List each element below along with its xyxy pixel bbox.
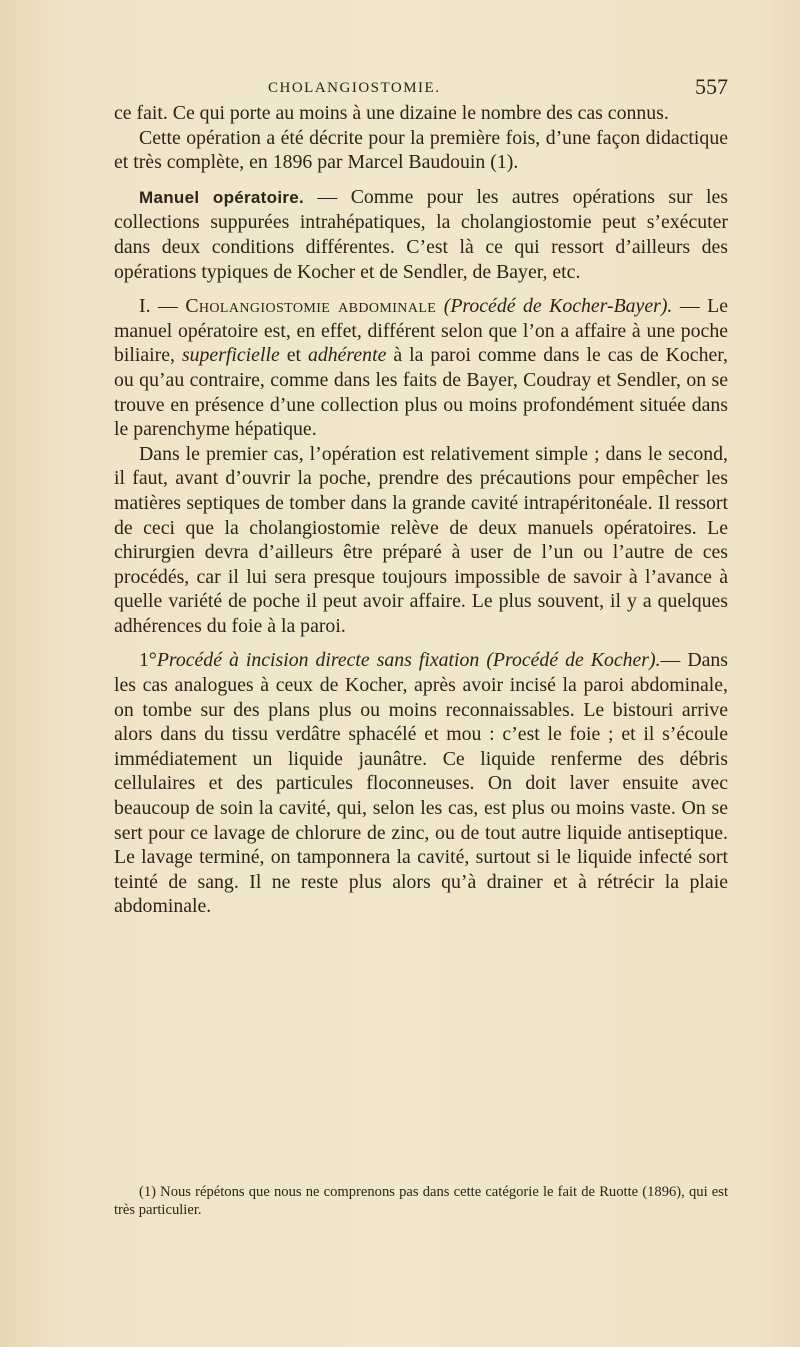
paragraph-3-text: — Comme pour les autres opérations sur les collections suppurées intrahépatiques, la cholangiostomie peut s’exécuter dans deux conditions différentes. C’est là ce qui ressort d’ailleurs des opérations typiques de Kocher et de Sendler, de Bayer, etc. — [114, 185, 729, 283]
subsection-title: Procédé à incision directe sans fixation — [156, 649, 480, 672]
paragraph-1: ce fait. Ce qui porte au moins à une dizaine le nombre des cas connus. — [114, 102, 669, 124]
paragraph-manuel-operatoire — [114, 185, 728, 284]
subsection-number: 1° — [139, 649, 157, 672]
subsection-procede: (Procédé de Kocher). — [486, 649, 661, 672]
section-procede: (Procédé de Kocher-Bayer). — [443, 295, 673, 318]
section-heading: Cholangiostomie abdominale — [185, 295, 437, 318]
paragraph-4-b: à la paroi comme dans le cas de Kocher, ou qu’au contraire, comme dans les faits de Bayer, Coudray et Sendler, on se trouve en présence d’une collection plus ou moins profondément située dans le parenchyme hépatique. — [114, 344, 728, 441]
page-number: 557 — [695, 74, 728, 99]
paragraph-4-a: — Le manuel opératoire est, en effet, différent selon que l’on a affaire à une poche biliaire, — [114, 295, 728, 367]
paragraph-2: Cette opération a été décrite pour la première fois, d’une façon didactique et très complète, en 1896 par Marcel Baudouin (1). — [114, 126, 728, 174]
section-title-manuel: Manuel opératoire. — [139, 187, 305, 207]
conj-et: et — [279, 344, 308, 367]
body-text — [114, 101, 728, 919]
running-title: CHOLANGIOSTOMIE. — [268, 80, 441, 96]
footnote: (1) Nous répétons que nous ne comprenons pas dans cette catégorie le fait de Ruotte (1896), qui est très particulier. — [114, 1184, 728, 1218]
paragraph-procede-kocher — [114, 648, 728, 919]
term-superficielle: superficielle — [181, 344, 280, 367]
term-adherente: adhérente — [307, 344, 387, 367]
paragraph-6-text: — Dans les cas analogues à ceux de Kocher, après avoir incisé la paroi abdominale, on tombe sur des plans plus ou moins reconnaissables. Le bistouri arrive alors dans du tissu verdâtre sphacélé et mou : c’est le foie ; et il s’écoule immédiatement un liquide jaunâtre. Ce liquide renferme des débris cellulaires et des particules floconneuses. On doit laver ensuite avec beaucoup de soin la cavité, qui, selon les cas, est plus ou moins vaste. On se sert pour ce lavage de chlorure de zinc, ou de tout autre liquide antiseptique. Le lavage terminé, on tamponnera la cavité, surtout si le liquide infecté sort teinté de sang. Il ne reste plus alors qu’à drainer et à rétrécir la plaie abdominale. — [114, 649, 728, 918]
paragraph-5: Dans le premier cas, l’opération est relativement simple ; dans le second, il faut, avant d’ouvrir la poche, prendre des précautions pour empêcher les matières septiques de tomber dans la grande cavité intrapéritonéale. Il ressort de ceci que la cholangiostomie relève de deux manuels opératoires. Le chirurgien devra d’ailleurs être préparé à user de l’un ou l’autre de ces procédés, car il lui sera presque toujours impossible de savoir à l’avance à quelle variété de poche il peut avoir affaire. Le plus souvent, il y a quelques adhérences du foie à la paroi. — [114, 442, 728, 637]
section-number: I. — — [139, 295, 186, 318]
paragraph-cholangiostomie-abdominale — [114, 294, 728, 442]
page-header — [268, 74, 728, 104]
